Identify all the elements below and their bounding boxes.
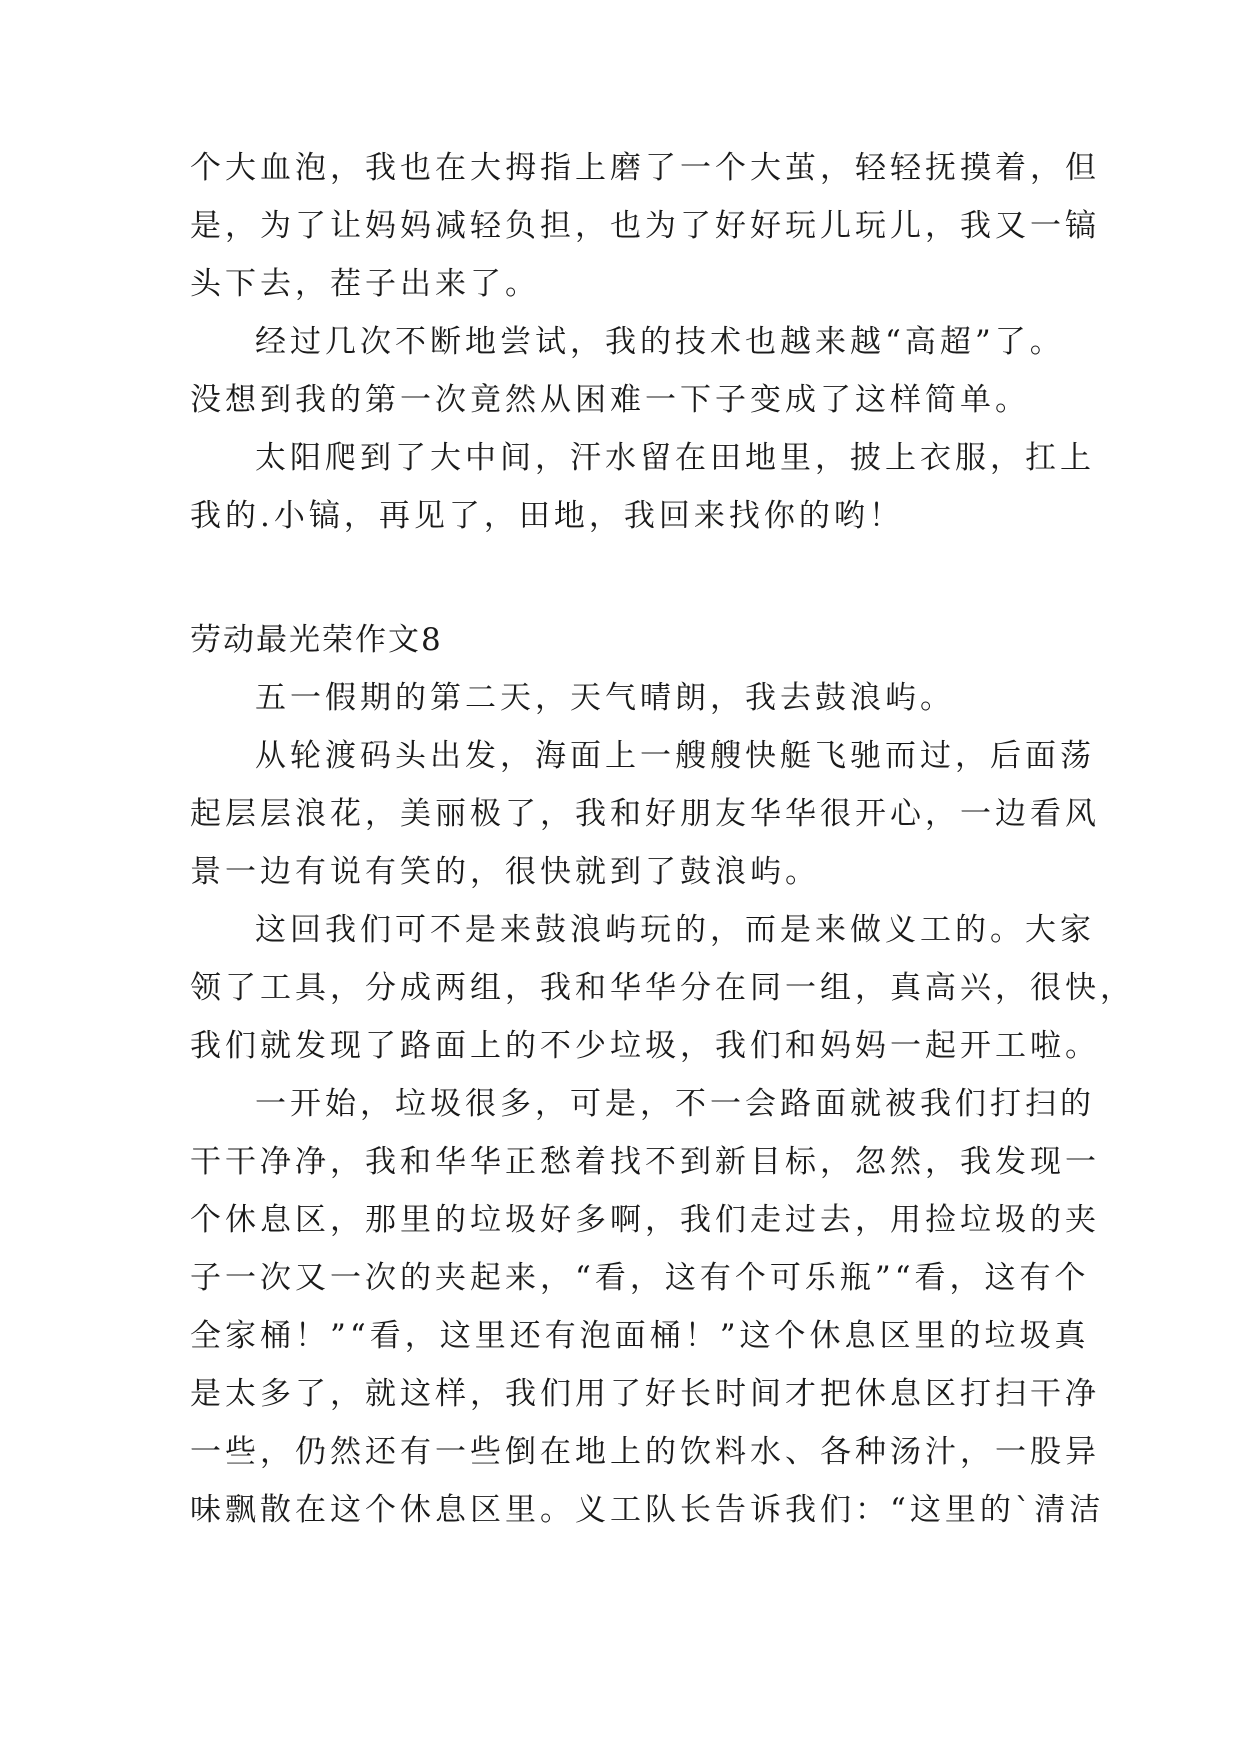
paragraph-line: 太阳爬到了大中间，汗水留在田地里，披上衣服，扛上 [255, 440, 1095, 476]
paragraph-line: 个大血泡，我也在大拇指上磨了一个大茧，轻轻抚摸着，但 [190, 150, 1100, 186]
paragraph-line: 领了工具，分成两组，我和华华分在同一组，真高兴，很快， [190, 970, 1135, 1006]
paragraph-line: 经过几次不断地尝试，我的技术也越来越“高超”了。 [255, 324, 1065, 360]
paragraph-line: 起层层浪花，美丽极了，我和好朋友华华很开心，一边看风 [190, 796, 1100, 832]
paragraph-line: 一些，仍然还有一些倒在地上的饮料水、各种汤汁，一股异 [190, 1434, 1100, 1470]
paragraph-line: 这回我们可不是来鼓浪屿玩的，而是来做义工的。大家 [255, 912, 1095, 948]
section-heading: 劳动最光荣作文8 [190, 622, 443, 658]
paragraph-line: 景一边有说有笑的，很快就到了鼓浪屿。 [190, 854, 820, 890]
paragraph-line: 全家桶！”“看，这里还有泡面桶！”这个休息区里的垃圾真 [190, 1318, 1090, 1354]
paragraph-line: 个休息区，那里的垃圾好多啊，我们走过去，用捡垃圾的夹 [190, 1202, 1100, 1238]
paragraph-line: 我们就发现了路面上的不少垃圾，我们和妈妈一起开工啦。 [190, 1028, 1100, 1064]
paragraph-line: 头下去，茬子出来了。 [190, 266, 540, 302]
paragraph-line: 是太多了，就这样，我们用了好长时间才把休息区打扫干净 [190, 1376, 1100, 1412]
paragraph-line: 是，为了让妈妈减轻负担，也为了好好玩儿玩儿，我又一镐 [190, 208, 1100, 244]
paragraph-line: 子一次又一次的夹起来，“看，这有个可乐瓶”“看，这有个 [190, 1260, 1090, 1296]
paragraph-line: 干干净净，我和华华正愁着找不到新目标，忽然，我发现一 [190, 1144, 1100, 1180]
paragraph-line: 五一假期的第二天，天气晴朗，我去鼓浪屿。 [255, 680, 955, 716]
paragraph-line: 没想到我的第一次竟然从困难一下子变成了这样简单。 [190, 382, 1030, 418]
paragraph-line: 我的.小镐，再见了，田地，我回来找你的哟！ [190, 498, 904, 534]
paragraph-line: 一开始，垃圾很多，可是，不一会路面就被我们打扫的 [255, 1086, 1095, 1122]
paragraph-line: 味飘散在这个休息区里。义工队长告诉我们：“这里的`清洁 [190, 1492, 1105, 1528]
paragraph-line: 从轮渡码头出发，海面上一艘艘快艇飞驰而过，后面荡 [255, 738, 1095, 774]
